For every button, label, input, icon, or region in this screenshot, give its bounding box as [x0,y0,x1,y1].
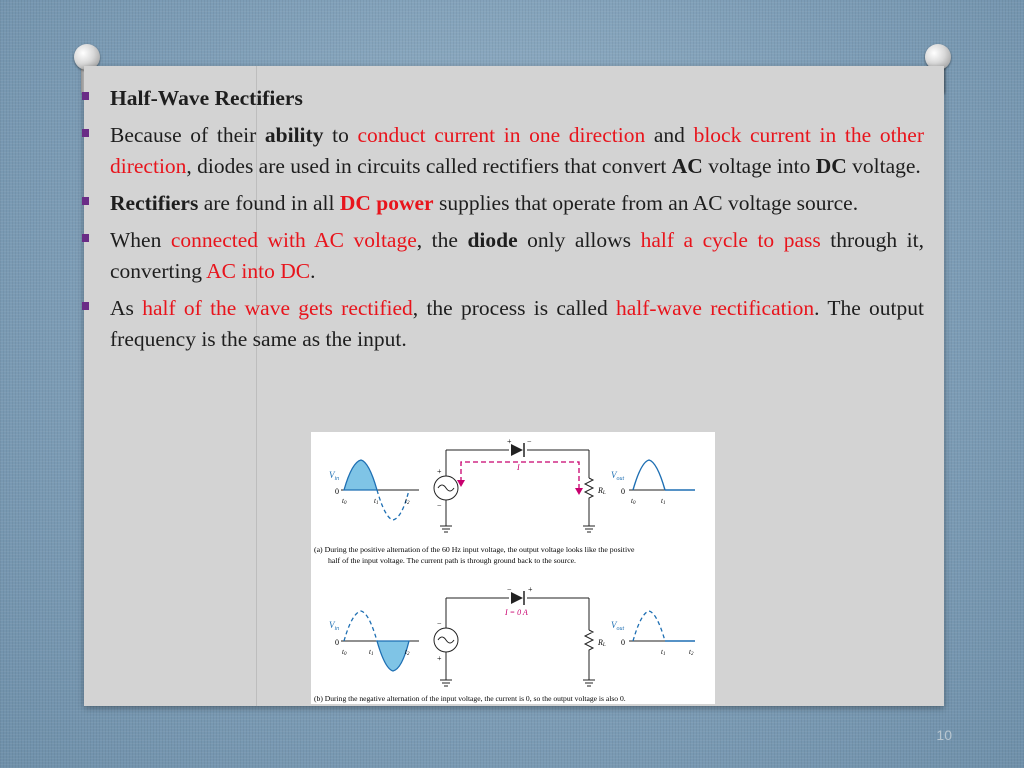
bullet-text-segment: Half-Wave Rectifiers [110,86,303,110]
zero-label: 0 [335,638,339,647]
bullet-text [110,123,924,178]
bullet-marker [82,92,89,100]
current-path-arrow [461,462,579,490]
bullet-text-segment: . The output frequency is the same as the input. [110,296,924,351]
zero-label: 0 [335,487,339,496]
bullet-rectifier-usage [82,188,924,219]
bullet-text-segment: only allows [517,228,641,252]
bullet-text-segment: supplies that operate from an AC voltage source. [433,191,859,215]
bullet-marker [82,234,89,242]
t2-label: t2 [405,497,410,506]
diode-plus-sign: + [528,585,533,594]
negative-half-wave-dashed [377,490,409,520]
bullet-text-segment: half a cycle to pass [640,228,821,252]
bullet-text-segment: voltage into [702,154,816,178]
current-label: I [517,463,520,472]
bullet-text [110,228,924,283]
top-input-waveform [329,460,419,520]
bullet-text-segment: block current in the other direction [110,123,925,178]
bullet-text-segment: ability [264,123,324,147]
sine-symbol [438,485,454,491]
source-plus-sign: + [437,467,442,476]
vin-label: $V_{in}$ [329,620,340,632]
t2-label: t2 [405,648,410,657]
bullet-heading [82,83,924,114]
bullet-marker [82,129,89,137]
current-label: I = 0 A [505,608,528,617]
rectified-half-wave [633,460,665,490]
sine-symbol [438,637,454,643]
bullet-text-segment: , diodes are used in circuits called rectifiers that convert [186,154,672,178]
source-plus-sign: + [437,654,442,663]
bullet-text [110,296,924,351]
bullet-text-segment: As [110,296,143,320]
diode-icon [511,444,523,456]
bullet-list [82,83,924,361]
bullet-text-segment: diode [467,228,518,252]
bullet-text-segment: half-wave rectification [615,296,815,320]
vout-label: $V_{out}$ [611,470,625,482]
resistor-icon [585,478,593,502]
bullet-text-segment: , the process is called [412,296,616,320]
caption-b: (b) During the negative alternation of the input voltage, the current is 0, so the output voltage is also 0. [314,694,626,703]
bullet-text-segment: Rectifiers [110,191,199,215]
bullet-text [110,86,303,110]
rl-label: RL [598,486,606,496]
bullet-text-segment: and [645,123,694,147]
bullet-text-segment: DC [815,154,847,178]
source-minus-sign: − [437,501,442,510]
bullet-text-segment: Because of their [110,123,265,147]
bullet-text-segment: voltage. [846,154,921,178]
bullet-text-segment: conduct current in one direction [357,123,646,147]
rectifier-diagram-svg [311,432,715,704]
bullet-text-segment: AC [671,154,703,178]
t0-label: t0 [342,648,347,657]
bullet-text-segment: to [323,123,358,147]
positive-half-wave-dashed [344,611,377,641]
top-panel [314,437,695,565]
caption-a-line-1: (a) During the positive alternation of the 60 Hz input voltage, the output voltage looks like the positive [314,545,635,554]
t1-label: t1 [369,648,374,657]
bottom-output-waveform [611,611,695,657]
diode-minus-sign: − [507,585,512,594]
bullet-marker [82,302,89,310]
bullet-text-segment: , the [416,228,468,252]
t1-label: t1 [661,648,666,657]
zero-label: 0 [621,487,625,496]
top-output-waveform [611,460,695,506]
t2-label: t2 [689,648,694,657]
caption-a-line-2: half of the input voltage. The current path is through ground back to the source. [328,556,576,565]
bullet-text-segment: DC power [339,191,434,215]
bottom-input-waveform [329,611,419,671]
resistor-icon [585,630,593,654]
bullet-diode-behavior [82,225,924,287]
bullet-rectifier-definition [82,120,924,182]
previous-half-wave-dashed [633,611,665,641]
source-minus-sign: − [437,619,442,628]
bullet-text-segment: are found in all [198,191,340,215]
bullet-marker [82,197,89,205]
bullet-text-segment: AC into DC [206,259,311,283]
slide-number: 10 [936,727,952,743]
bullet-text-segment: When [110,228,171,252]
bullet-text [110,191,858,215]
bullet-text-segment: connected with AC voltage [170,228,417,252]
positive-half-wave [344,460,377,490]
t0-label: t0 [631,497,636,506]
diode-minus-sign: − [527,437,532,446]
bullet-text-segment: . [310,259,316,283]
t1-label: t1 [374,497,379,506]
bullet-half-wave [82,293,924,355]
diode-icon [511,592,523,604]
t0-label: t0 [342,497,347,506]
t1-label: t1 [661,497,666,506]
bullet-text-segment: half of the wave gets rectified [142,296,413,320]
bullet-text-segment: through it, converting [110,228,924,283]
vout-label: $V_{out}$ [611,620,625,632]
diode-plus-sign: + [507,437,512,446]
vin-label: $V_{in}$ [329,470,340,482]
zero-label: 0 [621,638,625,647]
half-wave-rectifier-figure [311,432,715,704]
rl-label: RL [598,638,606,648]
arrowhead-icon [575,488,583,495]
negative-half-wave [377,641,409,671]
bottom-panel [314,585,695,703]
